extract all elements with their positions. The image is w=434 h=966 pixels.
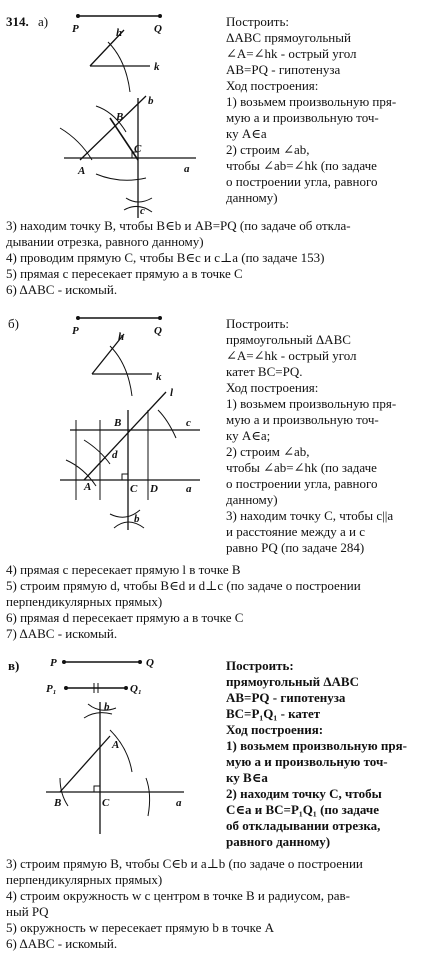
text-line: ∠A=∠hk - острый угол (226, 46, 357, 61)
text-line: ку B∈a (226, 770, 268, 785)
text-line: 2) строим ∠ab, (226, 444, 310, 459)
label-B: B (54, 797, 62, 809)
text-line: равно PQ (по задаче 284) (226, 540, 365, 555)
text-line: 1) возьмем произвольную пря- (226, 738, 407, 753)
text-line: 4) прямая c пересекает прямую l в точке B (6, 562, 241, 577)
text-line: данному) (226, 492, 278, 507)
label-d: d (112, 449, 118, 461)
label-l: l (170, 387, 174, 399)
label-k: k (154, 61, 160, 73)
text-line: 5) прямая c пересекает прямую a в точке C (6, 266, 243, 281)
part-b-figure (0, 300, 220, 560)
label-a: a (186, 483, 192, 495)
label-P1: P₁ (46, 683, 57, 695)
text-line: данному) (226, 190, 278, 205)
text-line: 5) окружность w пересекает прямую b в точке A (6, 920, 275, 935)
text-line: о построении угла, равного (226, 476, 378, 491)
label-A: A (78, 165, 86, 177)
text-line: мую a и произвольную точ- (226, 412, 379, 427)
text-line: катет BC=PQ. (226, 364, 303, 379)
text-line: чтобы ∠ab=∠hk (по задаче (226, 158, 377, 173)
text-line: об откладывании отрезка, (226, 818, 381, 833)
text-line: Ход построения: (226, 78, 319, 93)
label-A: A (112, 739, 120, 751)
label-b: b (104, 701, 110, 713)
label-P: P (72, 23, 79, 35)
label-P: P (72, 325, 79, 337)
text-line: 1) возьмем произвольную пря- (226, 396, 397, 411)
text-line: о построении угла, равного (226, 174, 378, 189)
text-line: прямоугольный ΔABC (226, 332, 351, 347)
label-k: k (156, 371, 162, 383)
part-v-label: в) (8, 658, 20, 673)
text-line: 4) проводим прямую C, чтобы B∈c и c⊥a (по задаче 153) (6, 250, 325, 265)
text-line: Ход построения: (226, 380, 319, 395)
label-h: h (116, 27, 123, 39)
label-Q: Q (154, 325, 162, 337)
label-Q1: Q₁ (130, 683, 142, 695)
text-line: 3) строим прямую B, чтобы C∈b и a⊥b (по задаче о построении (6, 856, 363, 871)
text-line: 2) строим ∠ab, (226, 142, 310, 157)
text-line: 6) ΔABC - искомый. (6, 936, 118, 951)
label-a: a (184, 163, 190, 175)
text-line: Ход построения: (226, 722, 324, 737)
text-line: ку A∈a (226, 126, 267, 141)
part-a-figure (0, 0, 220, 217)
text-line: ΔABC прямоугольный (226, 30, 351, 45)
label-D: D (150, 483, 158, 495)
label-A: A (84, 481, 92, 493)
text-line: перпендикулярных прямых) (6, 872, 163, 887)
text-line: AB=PQ - гипотенуза (226, 62, 341, 77)
label-c: c (186, 417, 191, 429)
label-c: c (140, 205, 145, 217)
label-P: P (50, 657, 57, 669)
label-Q: Q (154, 23, 162, 35)
text-line: 7) ΔABC - искомый. (6, 626, 118, 641)
label-B: B (114, 417, 122, 429)
text-line: 3) находим точку C, чтобы c||a (226, 508, 394, 523)
text-line: 6) ΔABC - искомый. (6, 282, 118, 297)
text-line: и расстояние между a и c (226, 524, 366, 539)
text-line: 3) находим точку B, чтобы B∈b и AB=PQ (по задаче об откла- (6, 218, 351, 233)
label-C: C (102, 797, 110, 809)
text-line: AB=PQ - гипотенуза (226, 690, 346, 705)
part-b-label: б) (8, 316, 19, 331)
text-line: ку A∈a; (226, 428, 271, 443)
text-line: 1) возьмем произвольную пря- (226, 94, 397, 109)
text-line: мую a и произвольную точ- (226, 754, 388, 769)
text-line: чтобы ∠ab=∠hk (по задаче (226, 460, 377, 475)
label-C: C (130, 483, 138, 495)
label-h: h (118, 331, 125, 343)
text-line: ный PQ (6, 904, 49, 919)
problem-number: 314. (6, 14, 29, 29)
text-line: перпендикулярных прямых) (6, 594, 163, 609)
text-line: 4) строим окружность w c центром в точке B и радиусом, рав- (6, 888, 350, 903)
label-B: B (116, 111, 124, 123)
text-line: 2) находим точку C, чтобы (226, 786, 382, 801)
text-line: прямоугольный ΔABC (226, 674, 359, 689)
part-a-label: а) (38, 14, 49, 29)
text-line: мую a и произвольную точ- (226, 110, 379, 125)
text-line: 6) прямая d пересекает прямую a в точке C (6, 610, 244, 625)
text-line: Построить: (226, 316, 290, 331)
label-a: a (176, 797, 182, 809)
text-line: C∈a и BC=P₁Q₁ (по задаче (226, 802, 380, 817)
text-line: ∠A=∠hk - острый угол (226, 348, 357, 363)
text-line: дывании отрезка, равного данному) (6, 234, 204, 249)
text-line: равного данному) (226, 834, 331, 849)
label-Q: Q (146, 657, 154, 669)
part-v-figure (0, 648, 220, 848)
label-b: b (148, 95, 154, 107)
label-C: C (134, 143, 142, 155)
text-line: Построить: (226, 658, 294, 673)
text-line: Построить: (226, 14, 290, 29)
label-b: b (134, 513, 140, 525)
text-line: 5) строим прямую d, чтобы B∈d и d⊥c (по задаче о построении (6, 578, 361, 593)
text-line: BC=P₁Q₁ - катет (226, 706, 321, 721)
